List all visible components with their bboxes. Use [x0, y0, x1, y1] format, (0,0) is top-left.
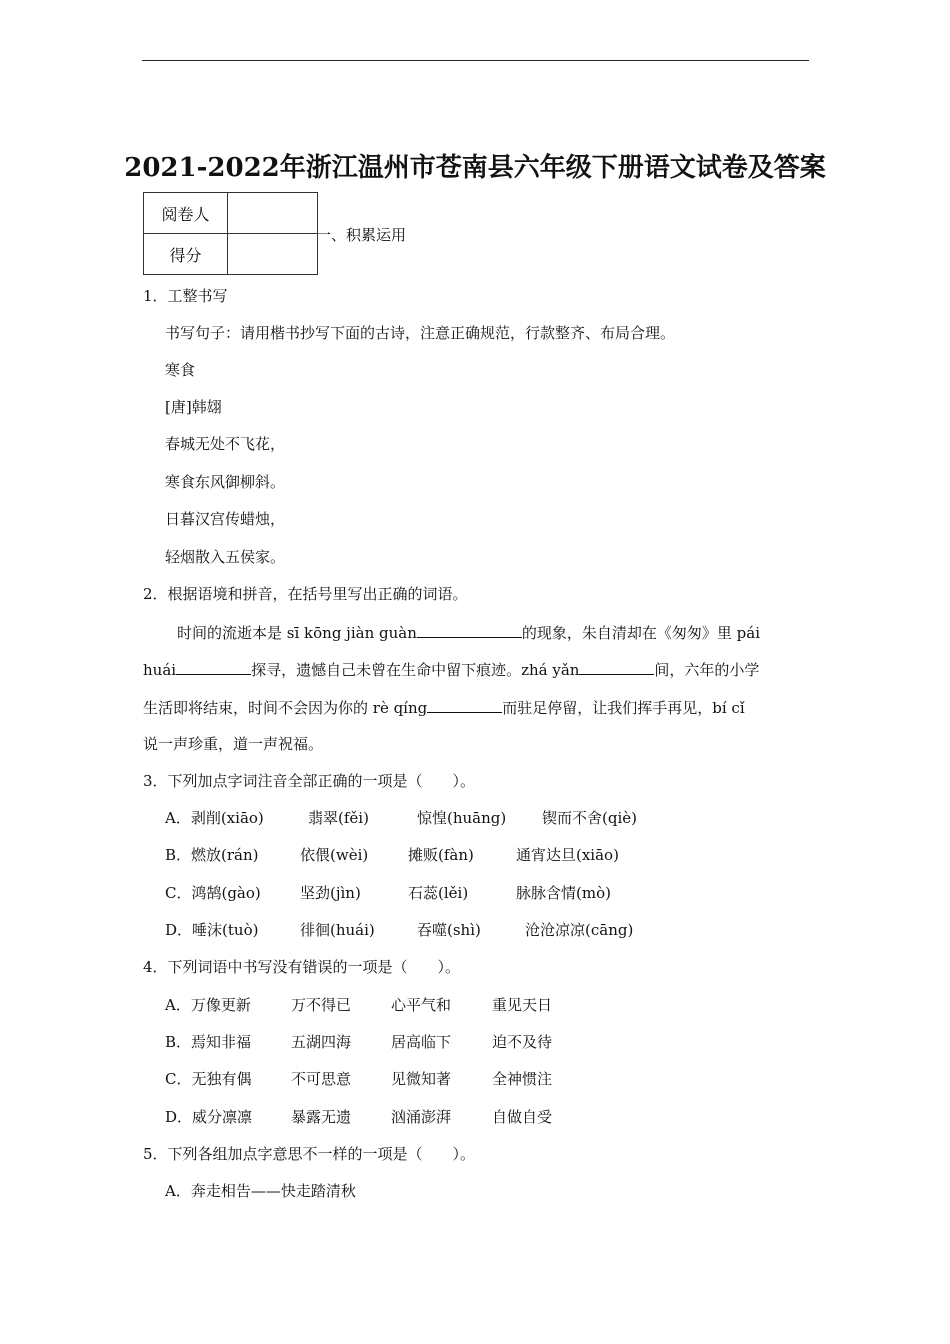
- option-item: 沧沧凉凉(cāng): [525, 921, 634, 939]
- reviewer-label: 阅卷人: [144, 193, 228, 234]
- option-item: B．燃放(rán): [165, 846, 259, 864]
- q2-text: 探寻，遗憾自己未曾在生命中留下痕迹。zhá yǎn: [251, 661, 580, 679]
- page-title: 2021-2022年浙江温州市苍南县六年级下册语文试卷及答案: [124, 153, 826, 183]
- q2-heading: 2．根据语境和拼音，在括号里写出正确的词语。: [143, 585, 468, 603]
- option-item: 自做自受: [492, 1108, 553, 1126]
- poem-line: 寒食东风御柳斜。: [165, 473, 286, 491]
- q2-paragraph-line: 说一声珍重，道一声祝福。: [143, 735, 324, 753]
- q2-text: 而驻足停留，让我们挥手再见，bí cǐ: [502, 699, 745, 717]
- option-item: 重见天日: [492, 996, 553, 1014]
- q2-text: 生活即将结束，时间不会因为你的 rè qíng: [143, 699, 428, 717]
- poem-title: 寒食: [165, 361, 196, 379]
- option-item: A．剥削(xiāo): [165, 809, 264, 827]
- q2-text: 的现象，朱自清却在《匆匆》里 pái: [521, 624, 760, 642]
- option-item: 徘徊(huái): [300, 921, 375, 939]
- poem-author: [唐]韩翃: [165, 398, 222, 416]
- option-item: 暴露无遗: [291, 1108, 352, 1126]
- poem-line: 春城无处不飞花，: [165, 435, 286, 453]
- q5-option-a[interactable]: A．奔走相告——快走踏清秋: [165, 1182, 356, 1200]
- answer-blank[interactable]: [427, 696, 502, 713]
- q4-heading: 4．下列词语中书写没有错误的一项是（ ）。: [143, 958, 461, 976]
- option-item: 居高临下: [391, 1033, 452, 1051]
- section-heading: 一、积累运用: [316, 226, 407, 244]
- option-item: 汹涌澎湃: [391, 1108, 452, 1126]
- option-item: A．万像更新: [165, 996, 251, 1014]
- option-item: 万不得已: [291, 996, 352, 1014]
- option-item: 惊惶(huāng): [417, 809, 507, 827]
- option-item: 迫不及待: [492, 1033, 553, 1051]
- option-item: D．唾沫(tuò): [165, 921, 259, 939]
- q1-heading: 1．工整书写: [143, 287, 228, 305]
- option-item: 见微知著: [391, 1070, 452, 1088]
- option-item: 摊贩(fàn): [408, 846, 474, 864]
- grader-table: [143, 192, 318, 275]
- poem-line: 日暮汉宫传蜡烛，: [165, 510, 286, 528]
- q2-text: 时间的流逝本是 sī kōng jiàn guàn: [177, 624, 417, 642]
- option-item: C．鸿鹄(gào): [165, 884, 261, 902]
- q5-heading: 5．下列各组加点字意思不一样的一项是（ ）。: [143, 1145, 476, 1163]
- option-item: 坚劲(jìn): [300, 884, 361, 902]
- option-item: 石蕊(lěi): [408, 884, 469, 902]
- q2-text: 间，六年的小学: [654, 661, 760, 679]
- option-item: 全神惯注: [492, 1070, 553, 1088]
- answer-blank[interactable]: [579, 658, 654, 675]
- option-item: 锲而不舍(qiè): [542, 809, 637, 827]
- option-item: 五湖四海: [291, 1033, 352, 1051]
- answer-blank[interactable]: [176, 658, 251, 675]
- option-item: 心平气和: [391, 996, 452, 1014]
- q2-paragraph-line: [143, 658, 759, 680]
- option-item: 脉脉含情(mò): [516, 884, 611, 902]
- option-item: C．无独有偶: [165, 1070, 252, 1088]
- score-label: 得分: [144, 234, 228, 275]
- q2-paragraph-line: [177, 621, 760, 643]
- q3-heading: 3．下列加点字词注音全部正确的一项是（ ）。: [143, 772, 476, 790]
- q1-instruction: 书写句子：请用楷书抄写下面的古诗，注意正确规范，行款整齐、布局合理。: [165, 324, 676, 342]
- option-item: 翡翠(fěi): [308, 809, 369, 827]
- reviewer-cell: [228, 193, 318, 234]
- option-item: 通宵达旦(xiāo): [516, 846, 619, 864]
- option-item: 吞噬(shì): [417, 921, 481, 939]
- q2-text: huái: [143, 661, 177, 679]
- header-rule: [142, 60, 809, 61]
- poem-line: 轻烟散入五侯家。: [165, 548, 286, 566]
- option-item: D．威分凛凛: [165, 1108, 253, 1126]
- option-item: 依偎(wèi): [300, 846, 369, 864]
- score-cell: [228, 234, 318, 275]
- option-item: B．焉知非福: [165, 1033, 252, 1051]
- answer-blank[interactable]: [417, 621, 522, 638]
- option-item: 不可思意: [291, 1070, 352, 1088]
- q2-paragraph-line: [143, 696, 745, 718]
